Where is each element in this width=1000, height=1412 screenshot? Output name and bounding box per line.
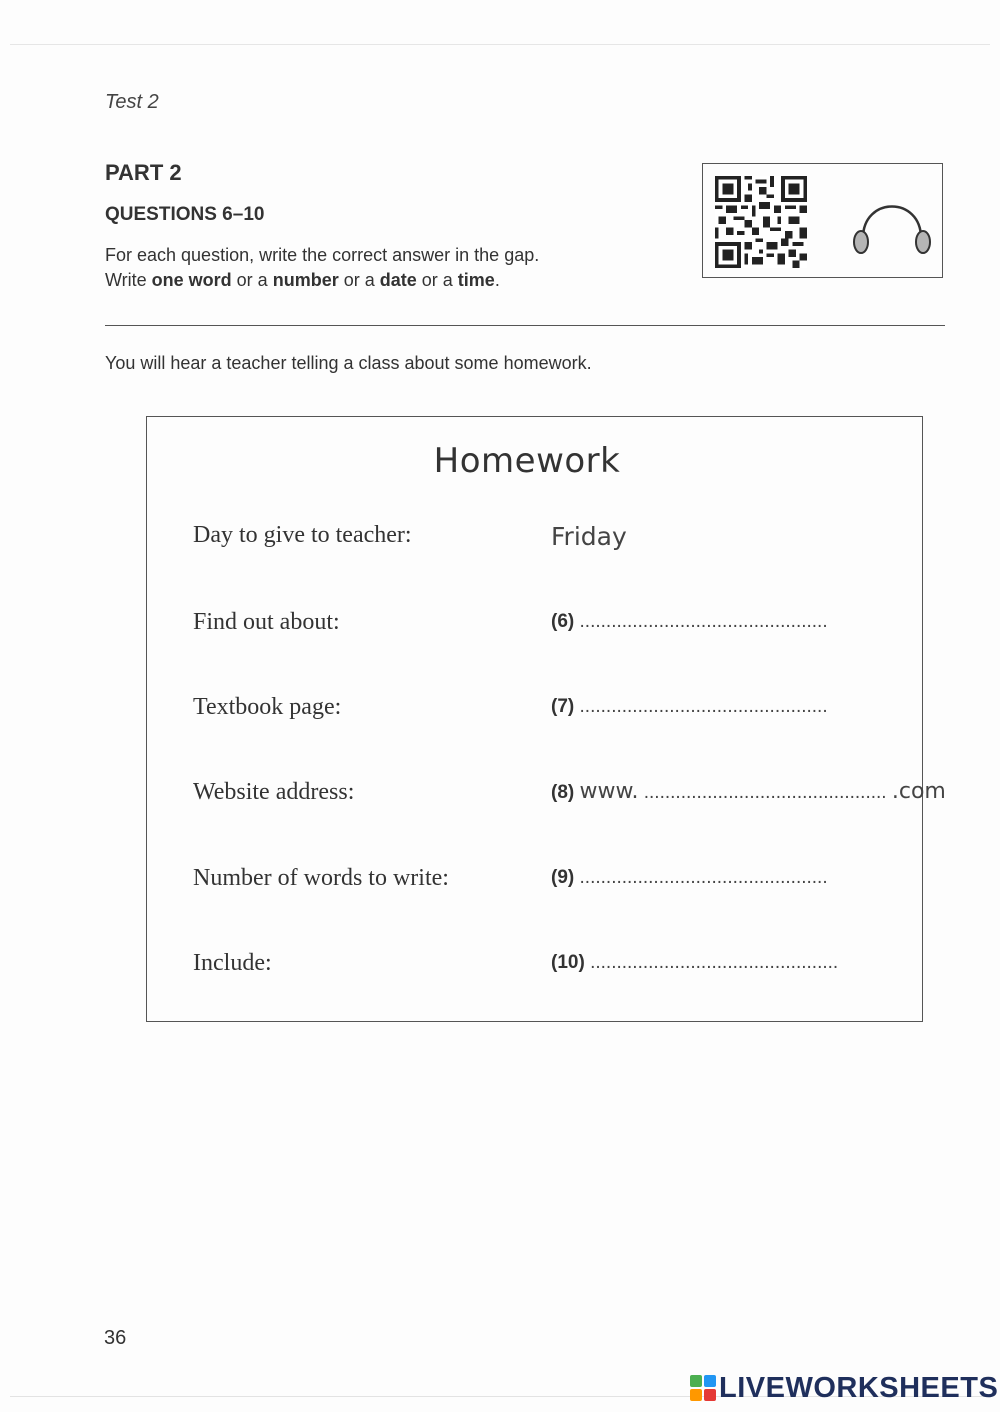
answer-gap-8[interactable]	[551, 779, 946, 804]
question-number: (8)	[551, 782, 575, 803]
row-include	[147, 950, 922, 990]
answer-dots: ...............................................	[579, 611, 828, 632]
liveworksheets-logo-icon	[690, 1375, 716, 1401]
homework-box	[146, 416, 946, 1022]
row-label: Textbook page:	[193, 694, 342, 720]
url-suffix: .com	[891, 779, 946, 804]
section-divider	[105, 325, 945, 326]
question-number: (10)	[551, 952, 585, 973]
page-number: 36	[104, 1327, 127, 1349]
headphones-icon	[849, 186, 935, 258]
row-number-of-words	[147, 865, 922, 905]
example-answer: Friday	[551, 522, 627, 551]
row-find-out-about	[147, 609, 922, 649]
question-number: (7)	[551, 696, 575, 717]
intro-text: You will hear a teacher telling a class about some homework.	[105, 353, 592, 373]
answer-dots: ..............................................	[643, 782, 887, 803]
brand-text: LIVEWORKSHEETS	[719, 1371, 999, 1404]
row-label: Website address:	[193, 779, 355, 805]
row-website-address	[147, 779, 946, 819]
url-prefix: www.	[579, 779, 639, 804]
row-label: Find out about:	[193, 609, 340, 635]
row-answer	[551, 522, 627, 551]
question-number: (6)	[551, 611, 575, 632]
homework-title: Homework	[433, 441, 621, 481]
qr-code-icon	[715, 176, 807, 268]
answer-gap-9[interactable]	[551, 867, 828, 889]
questions-title: QUESTIONS 6–10	[105, 204, 265, 225]
row-label: Day to give to teacher:	[193, 522, 412, 548]
answer-gap-6[interactable]	[551, 611, 828, 633]
answer-gap-7[interactable]	[551, 696, 828, 718]
question-number: (9)	[551, 867, 575, 888]
audio-box	[702, 163, 943, 278]
row-label: Number of words to write:	[193, 865, 449, 891]
answer-dots: ...............................................	[579, 867, 828, 888]
row-textbook-page	[147, 694, 922, 734]
top-border-line	[10, 44, 990, 45]
row-day-to-give	[147, 522, 922, 562]
part-title: PART 2	[105, 160, 182, 185]
answer-dots: ...............................................	[579, 696, 828, 717]
test-label: Test 2	[105, 91, 159, 113]
instruction-line-1: For each question, write the correct answer in the gap.	[105, 245, 540, 265]
answer-gap-10[interactable]	[551, 952, 838, 974]
instruction-line-2: Write one word or a number or a date or a time.	[105, 270, 500, 290]
liveworksheets-brand	[690, 1372, 998, 1404]
answer-dots: ...............................................	[590, 952, 839, 973]
row-label: Include:	[193, 950, 272, 976]
